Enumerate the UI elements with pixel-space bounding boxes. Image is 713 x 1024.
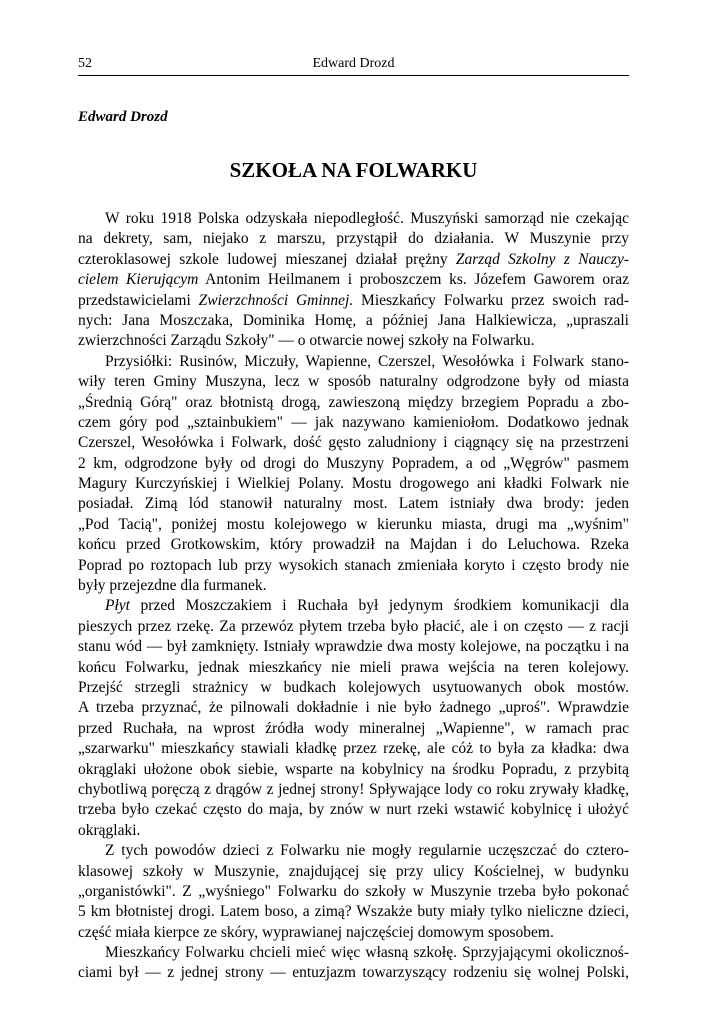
text-line <box>78 515 629 535</box>
text-segment: końcu przed Grotkowskim, który prowadził na Majdan i do Leluchowa. Rzeka <box>78 536 629 554</box>
text-line <box>78 393 629 413</box>
italic-text: Płyt <box>105 597 130 615</box>
article-title: SZKOŁA NA FOLWARKU <box>229 158 478 182</box>
text-segment: końcu Folwarku, jednak mieszkańcy nie mieli prawa wejścia na teren kolejowy. <box>78 658 629 676</box>
text-segment: część miała kierpce ze skóry, wyprawianej najczęściej domowym sposobem. <box>78 923 554 941</box>
article-body <box>78 209 629 984</box>
text-line <box>78 413 629 433</box>
italic-text: Zwierzchności Gminnej. <box>198 291 354 309</box>
page-number: 52 <box>78 56 92 71</box>
text-segment: 2 km, odgrodzone były od drogi do Muszyny Popradem, a od „Węgrów" pasmem <box>78 454 629 472</box>
text-segment: Poprad po roztopach lub przy wysokich stanach zmieniała koryto i często brody nie <box>78 556 629 574</box>
text-line <box>78 658 629 678</box>
text-segment: przed Moszczakiem i Ruchała był jedynym środkiem komunikacji dla <box>129 597 629 615</box>
text-segment: Antonim Heilmanem i proboszczem ks. Józefem Gaworem oraz <box>198 271 629 289</box>
article-author: Edward Drozd <box>78 109 168 125</box>
text-segment: A trzeba przyznać, że pilnowali dokładnie i nie było żadnego „uproś". Wprawdzie <box>78 699 629 717</box>
text-line <box>78 250 629 270</box>
text-line <box>78 902 629 922</box>
text-segment: czteroklasowej szkole ludowej mieszanej działał prężny <box>78 250 456 268</box>
text-segment: ciami był — z jednej strony — entuzjazm towarzyszący rodzeniu się wolnej Polski, <box>78 964 629 982</box>
text-line <box>78 821 629 841</box>
running-title: Edward Drozd <box>312 56 395 71</box>
text-segment: czem góry pod „sztainbukiem" — jak nazywano kamieniołom. Dodatkowo jednak <box>78 413 629 431</box>
text-line <box>78 556 629 576</box>
text-segment: wiły teren Gminy Muszyna, lecz w sposób naturalny odgrodzone były od miasta <box>78 373 629 391</box>
text-line <box>78 841 629 861</box>
text-line <box>78 800 629 820</box>
text-segment: Przysiółki: Rusinów, Miczuły, Wapienne, Czerszel, Wesołówka i Folwark stano- <box>105 352 629 370</box>
text-segment: „Pod Tacią", poniżej mostu kolejowego w kierunku miasta, drugi ma „wyśnim" <box>78 515 629 533</box>
text-segment: przed Ruchała, na wprost źródła wody mineralnej „Wapienne", w ramach prac <box>78 719 629 737</box>
text-segment: przedstawicielami <box>78 291 199 309</box>
text-segment: trzeba było czekać często do maja, by znów w nurt rzeki wstawić kobylnicę i ułożyć <box>78 801 629 819</box>
text-segment: Magury Kurczyńskiej i Wielkiej Polany. Mostu drogowego ani kładki Folwark nie <box>78 475 629 493</box>
text-segment: posiadał. Zimą lód stanowił naturalny most. Latem istniały dwa brody: jeden <box>78 495 629 513</box>
text-segment: na dekrety, sam, niejako z marszu, przystąpił do działania. W Muszynie przy <box>78 230 629 248</box>
text-segment: Przejść strzegli strażnicy w budkach kolejowych usytuowanych obok mostów. <box>78 678 629 696</box>
text-line <box>78 372 629 392</box>
text-line <box>78 698 629 718</box>
text-segment: okrąglaki. <box>78 821 141 839</box>
text-line <box>78 617 629 637</box>
text-line <box>78 963 629 983</box>
text-line <box>78 678 629 698</box>
text-line <box>78 576 629 596</box>
text-line <box>78 209 629 229</box>
text-segment: W roku 1918 Polska odzyskała niepodległość. Muszyński samorząd nie czekając <box>105 210 629 227</box>
italic-text: Zarząd Szkolny z Nauczy- <box>455 250 629 268</box>
text-segment: Mieszkańcy Folwarku chcieli mieć więc własną szkołę. Sprzyjającymi okolicznoś- <box>105 944 629 962</box>
text-segment: okrąglaki ułożone obok siebie, wsparte na kobylnicy na środku Popradu, z przybitą <box>78 760 629 778</box>
text-line <box>78 780 629 800</box>
text-line <box>78 352 629 372</box>
text-segment: Z tych powodów dzieci z Folwarku nie mogły regularnie uczęszczać do cztero- <box>105 842 629 860</box>
text-segment: klasowej szkoły w Muszynie, znajdującej się przy ulicy Kościelnej, w budynku <box>78 862 629 880</box>
text-line <box>78 311 629 331</box>
running-header <box>78 55 629 76</box>
text-segment: zwierzchności Zarządu Szkoły" — o otwarcie nowej szkoły na Folwarku. <box>78 332 535 350</box>
text-line <box>78 882 629 902</box>
italic-text: cielem Kierującym <box>78 271 199 289</box>
text-line <box>78 739 629 759</box>
text-line <box>78 943 629 963</box>
text-segment: pieszych przez rzekę. Za przewóz płytem trzeba było płacić, ale i on często — z racji <box>78 617 629 635</box>
text-segment: Czerszel, Wesołówka i Folwark, dość gęsto zaludniony i ciągnący się na przestrzeni <box>78 434 629 452</box>
text-line <box>78 596 629 616</box>
text-segment: nych: Jana Moszczaka, Dominika Homę, a później Jana Halkiewicza, „upraszali <box>78 311 629 329</box>
text-line <box>78 270 629 290</box>
text-segment: 5 km błotnistej drogi. Latem boso, a zimą? Wszakże buty miały tylko nieliczne dzieci, <box>78 903 629 921</box>
text-segment: Mieszkańcy Folwarku przez swoich rad- <box>353 291 630 309</box>
text-line <box>78 291 629 311</box>
text-line <box>78 760 629 780</box>
text-segment: były przejezdne dla furmanek. <box>78 577 267 595</box>
text-segment: chybotliwą poręczą z drągów z jednej strony! Spływające lody co roku zrywały kładkę, <box>78 780 629 798</box>
text-line <box>78 454 629 474</box>
text-line <box>78 229 629 249</box>
text-line <box>78 719 629 739</box>
text-line <box>78 494 629 514</box>
text-segment: stanu wód — był zamknięty. Istniały wprawdzie dwa mosty kolejowe, na początku i na <box>78 638 629 656</box>
text-segment: „Średnią Górą" oraz błotnistą drogą, zawieszoną między brzegiem Popradu a zbo- <box>78 393 629 411</box>
text-line <box>78 433 629 453</box>
text-segment: „szarwarku" mieszkańcy stawiali kładkę przez rzekę, ale cóż to była za kładka: dwa <box>78 740 629 758</box>
text-line <box>78 923 629 943</box>
text-line <box>78 637 629 657</box>
text-line <box>78 535 629 555</box>
text-line <box>78 474 629 494</box>
text-segment: „organistówki". Z „wyśniego" Folwarku do szkoły w Muszynie trzeba było pokonać <box>78 882 629 900</box>
text-line <box>78 862 629 882</box>
text-line <box>78 331 629 351</box>
